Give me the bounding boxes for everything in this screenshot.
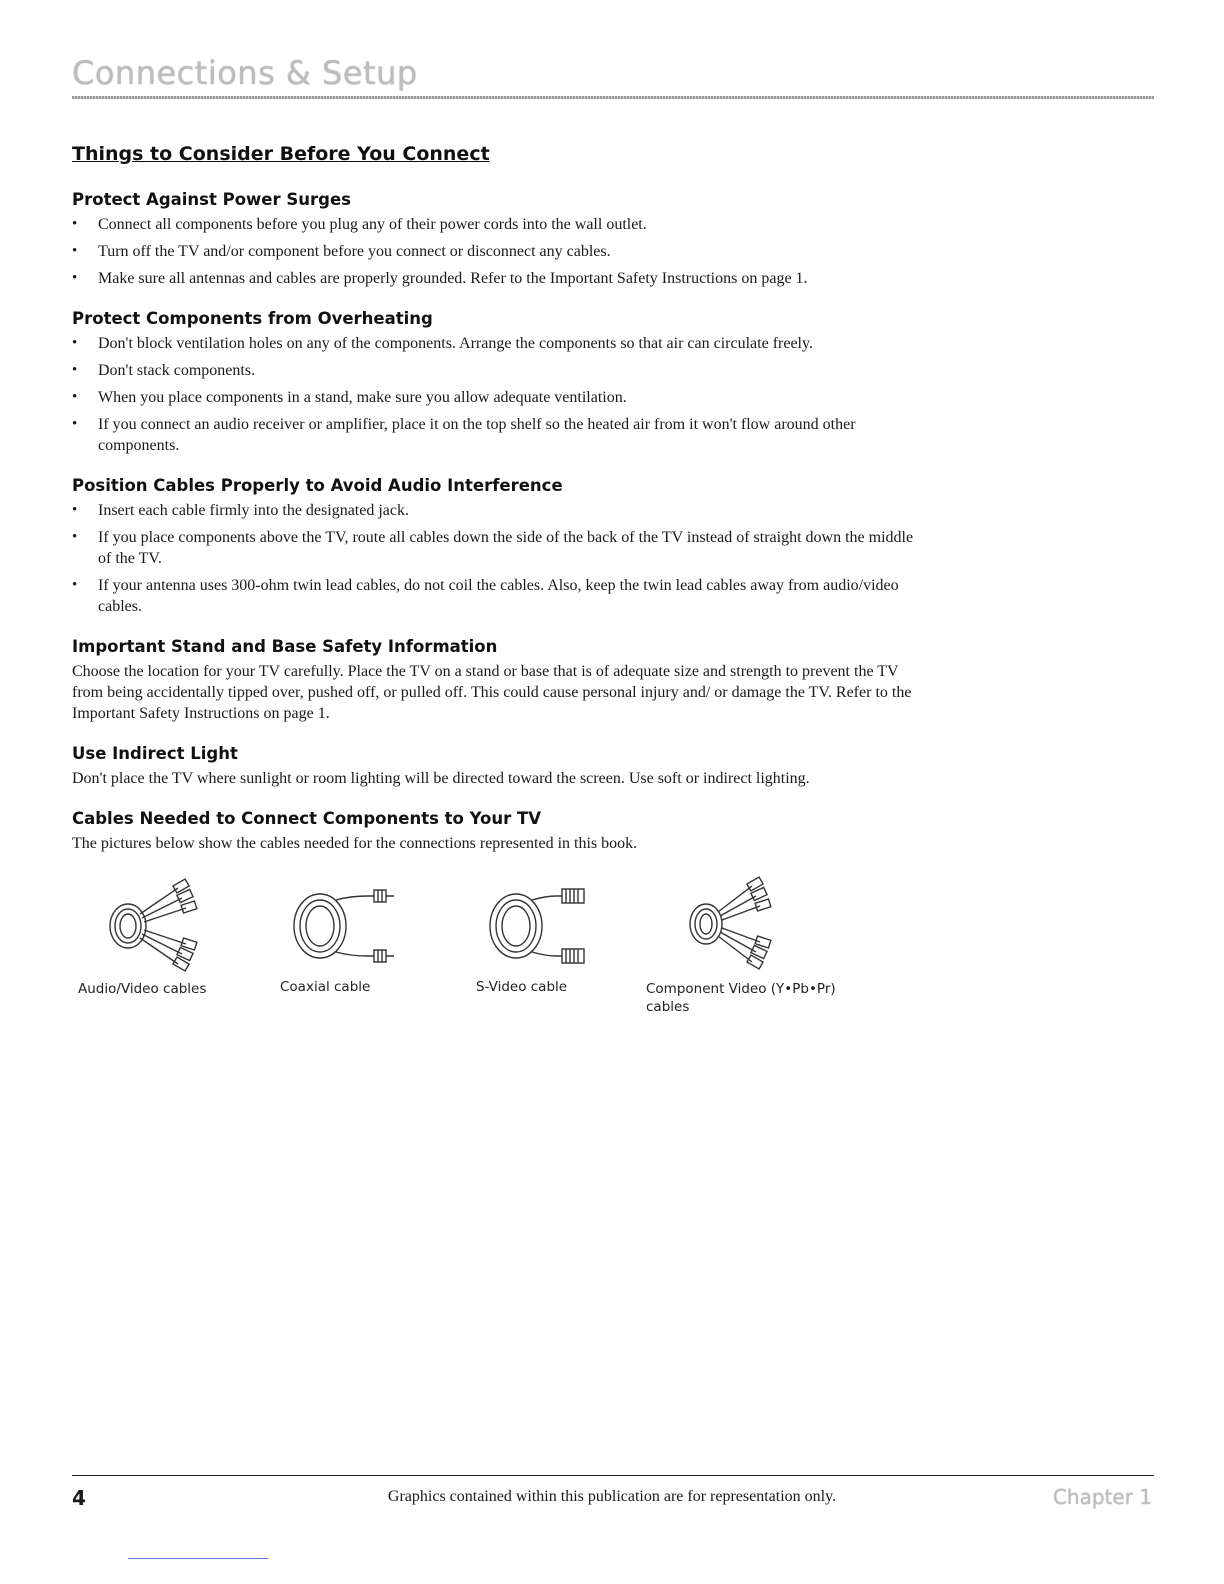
coaxial-cable-icon — [280, 880, 410, 972]
section-cables-needed — [72, 809, 1154, 854]
section-heading: Position Cables Properly to Avoid Audio Interference — [72, 476, 563, 495]
section-overheating — [72, 309, 1154, 456]
list-item: • If your antenna uses 300-ohm twin lead cables, do not coil the cables. Also, keep the twin lead cables away from audio/video cables. — [72, 575, 918, 617]
chapter-label: Chapter 1 — [1052, 1485, 1152, 1509]
section-stand-safety — [72, 637, 1154, 724]
bullet-list — [72, 333, 1154, 456]
cable-figure — [280, 880, 410, 996]
main-content — [72, 143, 1154, 1044]
list-item: • When you place components in a stand, make sure you allow adequate ventilation. — [72, 387, 918, 408]
cable-figure — [646, 874, 846, 1016]
footer-rule — [72, 1475, 1154, 1476]
cable-label: S-Video cable — [476, 979, 568, 995]
list-item: • Connect all components before you plug any of their power cords into the wall outlet. — [72, 214, 918, 235]
main-heading: Things to Consider Before You Connect — [72, 143, 490, 165]
section-audio-interference — [72, 476, 1154, 617]
cable-figure — [476, 880, 606, 996]
list-item: • Turn off the TV and/or component before you connect or disconnect any cables. — [72, 241, 918, 262]
cable-figure — [78, 874, 208, 998]
section-heading: Use Indirect Light — [72, 744, 238, 763]
title-rule — [72, 96, 1154, 99]
cable-label: Audio/Video cables — [78, 981, 207, 997]
footer-note: Graphics contained within this publication are for representation only. — [387, 1488, 837, 1505]
section-paragraph: Choose the location for your TV carefully. Place the TV on a stand or base that is of adequate size and strength to prevent the TV from being accidentally tipped over, pushed off, or pulled off. This could cause personal injury and/ or damage the TV. Refer to the Important Safety Instructions on page 1. — [72, 663, 912, 722]
section-heading: Protect Against Power Surges — [72, 190, 351, 209]
section-indirect-light — [72, 744, 1154, 789]
list-item: • Insert each cable firmly into the designated jack. — [72, 500, 918, 521]
list-item: • Don't block ventilation holes on any of the components. Arrange the components so that air can circulate freely. — [72, 333, 918, 354]
audio-video-cable-icon — [78, 874, 208, 974]
list-item: • If you place components above the TV, route all cables down the side of the back of the TV instead of straight down the middle of the TV. — [72, 527, 918, 569]
page-number: 4 — [72, 1486, 86, 1510]
section-heading: Cables Needed to Connect Components to Your TV — [72, 809, 542, 828]
bottom-link-line — [128, 1558, 268, 1559]
cable-label: Coaxial cable — [280, 979, 371, 995]
cables-figure-row — [72, 874, 1154, 1044]
cable-label: Component Video (Y•Pb•Pr) cables — [646, 981, 836, 1015]
bullet-list — [72, 214, 1154, 289]
list-item: • Don't stack components. — [72, 360, 918, 381]
list-item: • Make sure all antennas and cables are properly grounded. Refer to the Important Safety Instructions on page 1. — [72, 268, 918, 289]
bullet-list — [72, 500, 1154, 617]
section-heading: Important Stand and Base Safety Information — [72, 637, 498, 656]
section-heading: Protect Components from Overheating — [72, 309, 433, 328]
component-video-cable-icon — [646, 874, 776, 974]
page-title: Connections & Setup — [72, 54, 418, 92]
section-power-surges — [72, 190, 1154, 289]
section-paragraph: The pictures below show the cables needed for the connections represented in this book. — [72, 835, 638, 852]
s-video-cable-icon — [476, 880, 606, 972]
section-paragraph: Don't place the TV where sunlight or room lighting will be directed toward the screen. Use soft or indirect lighting. — [72, 770, 810, 787]
list-item: • If you connect an audio receiver or amplifier, place it on the top shelf so the heated air from it won't flow around other components. — [72, 414, 918, 456]
